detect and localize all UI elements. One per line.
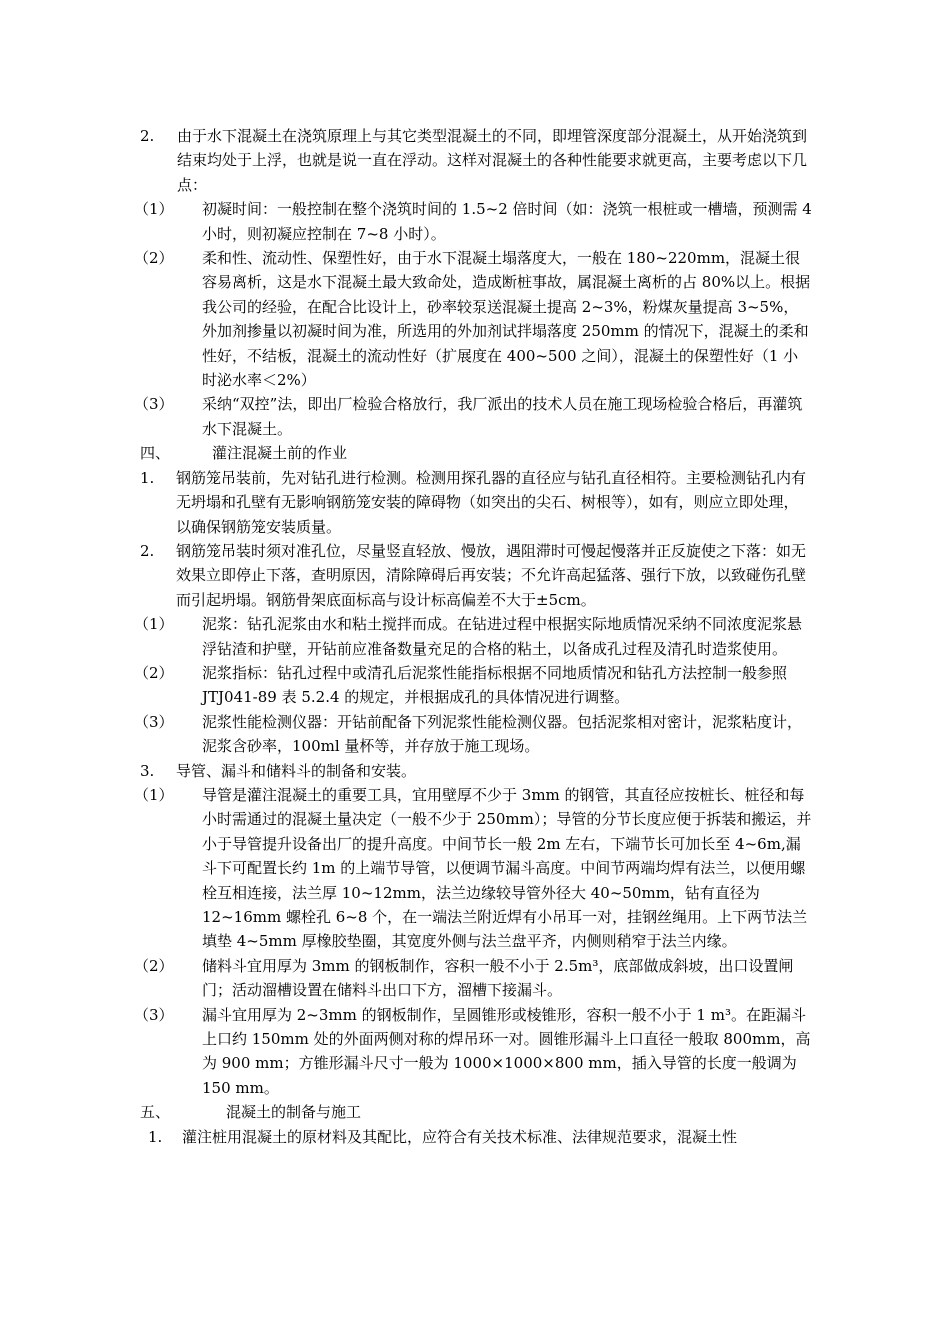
item-text: 由于水下混凝土在浇筑原理上与其它类型混凝土的不同，即埋管深度部分混凝土，从开始浇筑到结束均处于上浮，也就是说一直在浮动。这样对混凝土的各种性能要求就更高，主要考虑以下几点： bbox=[177, 127, 808, 194]
item-text: 导管是灌注混凝土的重要工具，宜用壁厚不少于 3mm 的钢管，其直径应按桩长、桩径和每小时需通过的混凝土量决定（一般不少于 250mm）；导管的分节长度应便于拆装和搬运，并小于导管提升设备出厂的提升高度。中间节长一般 2m 左右，下端节长可加长至 4~6m,漏斗下可配置长约 1m 的上端节导管，以便调节漏斗高度。中间节两端均焊有法兰，以便用螺栓互相连接，法兰厚 10~12mm，法兰边缘较导管外径大 40~50mm，钻有直径为 12~16mm 螺栓孔 6~8 个，在一端法兰附近焊有小吊耳一对，挂钢丝绳用。上下两节法兰填垫 4~5mm 厚橡胶垫圈，其宽度外侧与法兰盘平齐，内侧则稍窄于法兰内缘。 bbox=[202, 785, 812, 951]
item-number: （2） bbox=[134, 663, 174, 682]
item-number: （2） bbox=[134, 956, 174, 975]
item-number: 2. bbox=[140, 541, 155, 560]
section-number: 五、 bbox=[140, 1103, 171, 1122]
item-text: 钢筋笼吊装前，先对钻孔进行检测。检测用探孔器的直径应与钻孔直径相符。主要检测钻孔内有无坍塌和孔壁有无影响钢筋笼安装的障碍物（如突出的尖石、树根等），如有，则应立即处理，以确保钢筋笼安装质量。 bbox=[176, 468, 807, 536]
list-item bbox=[140, 1125, 812, 1149]
item-number: （3） bbox=[134, 712, 174, 731]
item-text: 钢筋笼吊装时须对准孔位，尽量竖直轻放、慢放，遇阻滞时可慢起慢落并正反旋使之下落：如无效果立即停止下落，查明原因，清除障碍后再安装；不允许高起猛落、强行下放，以致碰伤孔壁而引起坍塌。钢筋骨架底面标高与设计标高偏差不大于±5cm。 bbox=[176, 541, 807, 609]
item-text: 泥浆指标：钻孔过程中或清孔后泥浆性能指标根据不同地质情况和钻孔方法控制一般参照 JTJ041-89 表 5.2.4 的规定，并根据成孔的具体情况进行调整。 bbox=[202, 663, 788, 707]
item-text: 储料斗宜用厚为 3mm 的钢板制作，容积一般不小于 2.5m³，底部做成斜坡，出口设置闸门；活动溜槽设置在储料斗出口下方，溜槽下接漏斗。 bbox=[202, 956, 794, 1000]
document-body bbox=[134, 124, 812, 1149]
section-title: 灌注混凝土前的作业 bbox=[212, 444, 348, 463]
list-item bbox=[140, 124, 812, 197]
list-item bbox=[134, 612, 812, 661]
list-item bbox=[134, 1003, 812, 1101]
list-item bbox=[134, 710, 812, 759]
item-number: （2） bbox=[134, 249, 174, 268]
item-text: 泥浆性能检测仪器：开钻前配备下列泥浆性能检测仪器。包括泥浆相对密计，泥浆粘度计，泥浆含砂率，100ml 量杯等，并存放于施工现场。 bbox=[202, 712, 803, 756]
list-item bbox=[140, 466, 812, 539]
list-item bbox=[134, 954, 812, 1003]
item-number: 3. bbox=[140, 761, 155, 780]
item-number: 1. bbox=[140, 468, 155, 487]
list-item bbox=[134, 783, 812, 954]
item-number: 2. bbox=[140, 127, 155, 145]
list-item bbox=[134, 392, 812, 441]
item-number: （1） bbox=[134, 615, 174, 634]
section-heading bbox=[140, 441, 812, 465]
item-number: （3） bbox=[134, 395, 174, 414]
section-heading bbox=[140, 1100, 812, 1124]
list-item bbox=[134, 246, 812, 392]
section-title: 混凝土的制备与施工 bbox=[226, 1103, 362, 1122]
list-item bbox=[140, 759, 812, 783]
item-text: 灌注桩用混凝土的原材料及其配比，应符合有关技术标准、法律规范要求，混凝土性 bbox=[182, 1127, 738, 1146]
section-number: 四、 bbox=[140, 444, 171, 463]
item-number: （3） bbox=[134, 1005, 174, 1024]
list-item bbox=[140, 539, 812, 612]
item-text: 导管、漏斗和储料斗的制备和安装。 bbox=[176, 761, 417, 780]
item-text: 柔和性、流动性、保塑性好，由于水下混凝土塌落度大，一般在 180~220mm，混凝土很容易离析，这是水下混凝土最大致命处，造成断桩事故，属混凝土离析的占 80%以上。根据我公司的经验，在配合比设计上，砂率较泵送混凝土提高 2~3%，粉煤灰量提高 3~5%，外加剂掺量以初凝时间为准，所选用的外加剂试拌塌落度 250mm 的情况下，混凝土的柔和性好，不结板，混凝土的流动性好（扩展度在 400~500 之间），混凝土的保塑性好（1 小时泌水率＜2%） bbox=[202, 249, 811, 390]
list-item bbox=[134, 661, 812, 710]
item-number: 1. bbox=[148, 1127, 163, 1146]
item-text: 初凝时间：一般控制在整个浇筑时间的 1.5~2 倍时间（如：浇筑一根桩或一槽墙，预测需 4 小时，则初凝应控制在 7~8 小时）。 bbox=[202, 200, 812, 243]
item-number: （1） bbox=[134, 200, 174, 219]
item-text: 漏斗宜用厚为 2~3mm 的钢板制作，呈圆锥形或棱锥形，容积一般不小于 1 m³。在距漏斗上口约 150mm 处的外面两侧对称的焊吊环一对。圆锥形漏斗上口直径一般取 800mm，高为 900 mm；方锥形漏斗尺寸一般为 1000×1000×800 mm，插入导管的长度一般调为 150 mm。 bbox=[202, 1005, 811, 1097]
item-number: （1） bbox=[134, 785, 174, 804]
list-item bbox=[134, 197, 812, 246]
item-text: 泥浆：钻孔泥浆由水和粘土搅拌而成。在钻进过程中根据实际地质情况采纳不同浓度泥浆悬浮钻渣和护壁，开钻前应准备数量充足的合格的粘土，以备成孔过程及清孔时造浆使用。 bbox=[202, 615, 803, 658]
item-text: 采纳“双控”法，即出厂检验合格放行，我厂派出的技术人员在施工现场检验合格后，再灌筑水下混凝土。 bbox=[202, 395, 803, 438]
